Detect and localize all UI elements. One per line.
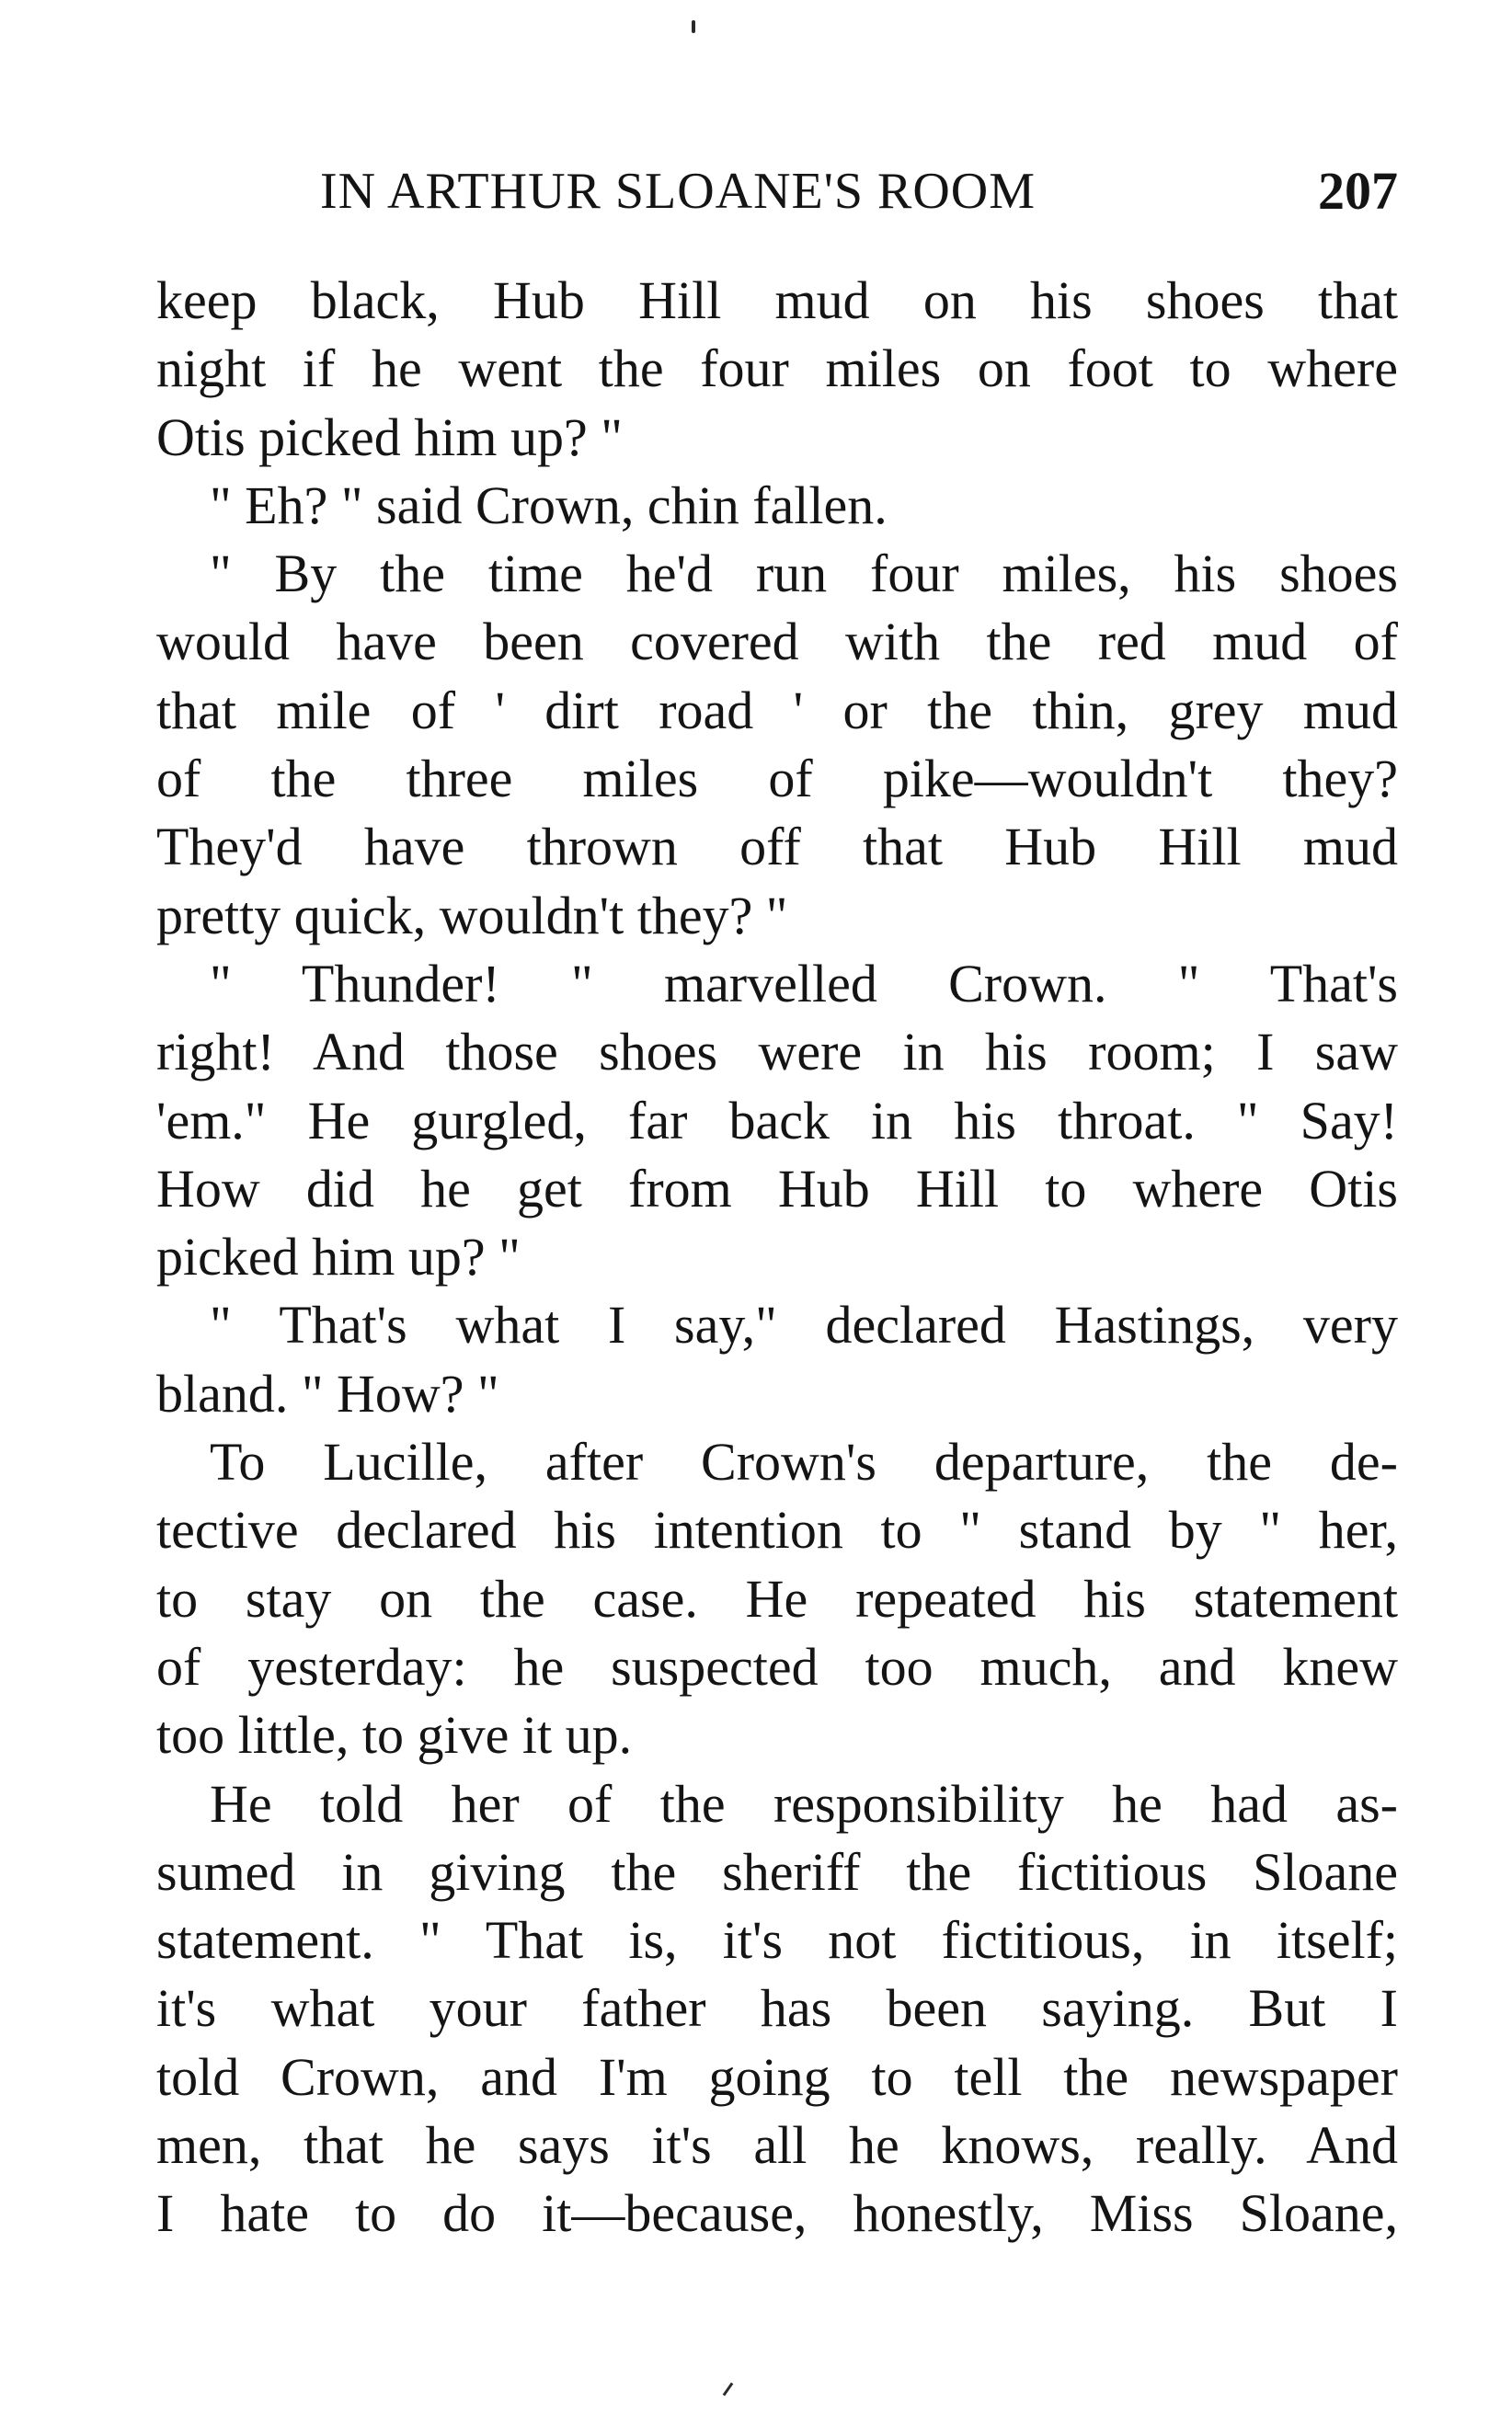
text-line: of yesterday: he suspected too much, and knew	[156, 1636, 1398, 1697]
text-line: 'em." He gurgled, far back in his throat. " Say!	[156, 1090, 1398, 1150]
text-line: would have been covered with the red mud of	[156, 612, 1398, 672]
text-line: " By the time he'd run four miles, his shoes	[210, 544, 1398, 604]
text-line: They'd have thrown off that Hub Hill mud	[156, 817, 1398, 877]
print-speck	[692, 20, 695, 33]
text-line: too little, to give it up.	[156, 1705, 633, 1766]
text-line: keep black, Hub Hill mud on his shoes that	[156, 270, 1398, 330]
text-line: tective declared his intention to " stand by " her,	[156, 1500, 1398, 1561]
text-line: men, that he says it's all he knows, really. And	[156, 2115, 1398, 2176]
text-line: picked him up? "	[156, 1227, 521, 1287]
text-line: " Thunder! " marvelled Crown. " That's	[210, 953, 1398, 1013]
text-line: it's what your father has been saying. But I	[156, 1978, 1398, 2039]
text-line: night if he went the four miles on foot to where	[156, 338, 1398, 399]
running-head	[156, 154, 1398, 228]
text-line: statement. " That is, it's not fictitious, in itself;	[156, 1910, 1398, 1971]
text-line: How did he get from Hub Hill to where Otis	[156, 1158, 1398, 1219]
text-line: I hate to do it—because, honestly, Miss Sloane,	[156, 2183, 1398, 2244]
text-line: pretty quick, wouldn't they? "	[156, 885, 788, 945]
text-line: To Lucille, after Crown's departure, the de-	[210, 1432, 1398, 1493]
text-line: bland. " How? "	[156, 1363, 499, 1424]
running-title: IN ARTHUR SLOANE'S ROOM	[320, 163, 1037, 220]
text-line: He told her of the responsibility he had as-	[210, 1773, 1398, 1834]
text-line: to stay on the case. He repeated his statement	[156, 1568, 1398, 1629]
text-line: Otis picked him up? "	[156, 406, 623, 467]
text-line: of the three miles of pike—wouldn't they?	[156, 749, 1398, 809]
text-line: right! And those shoes were in his room; I saw	[156, 1022, 1398, 1082]
print-mark	[723, 2383, 734, 2397]
text-line: " That's what I say," declared Hastings, very	[210, 1295, 1398, 1356]
text-line: that mile of ' dirt road ' or the thin, grey mud	[156, 680, 1398, 740]
text-line: sumed in giving the sheriff the fictitious Sloane	[156, 1841, 1398, 1902]
text-line: " Eh? " said Crown, chin fallen.	[210, 475, 888, 535]
body-text	[156, 267, 1398, 2249]
page-number: 207	[1318, 161, 1398, 221]
text-line: told Crown, and I'm going to tell the newspaper	[156, 2046, 1398, 2107]
